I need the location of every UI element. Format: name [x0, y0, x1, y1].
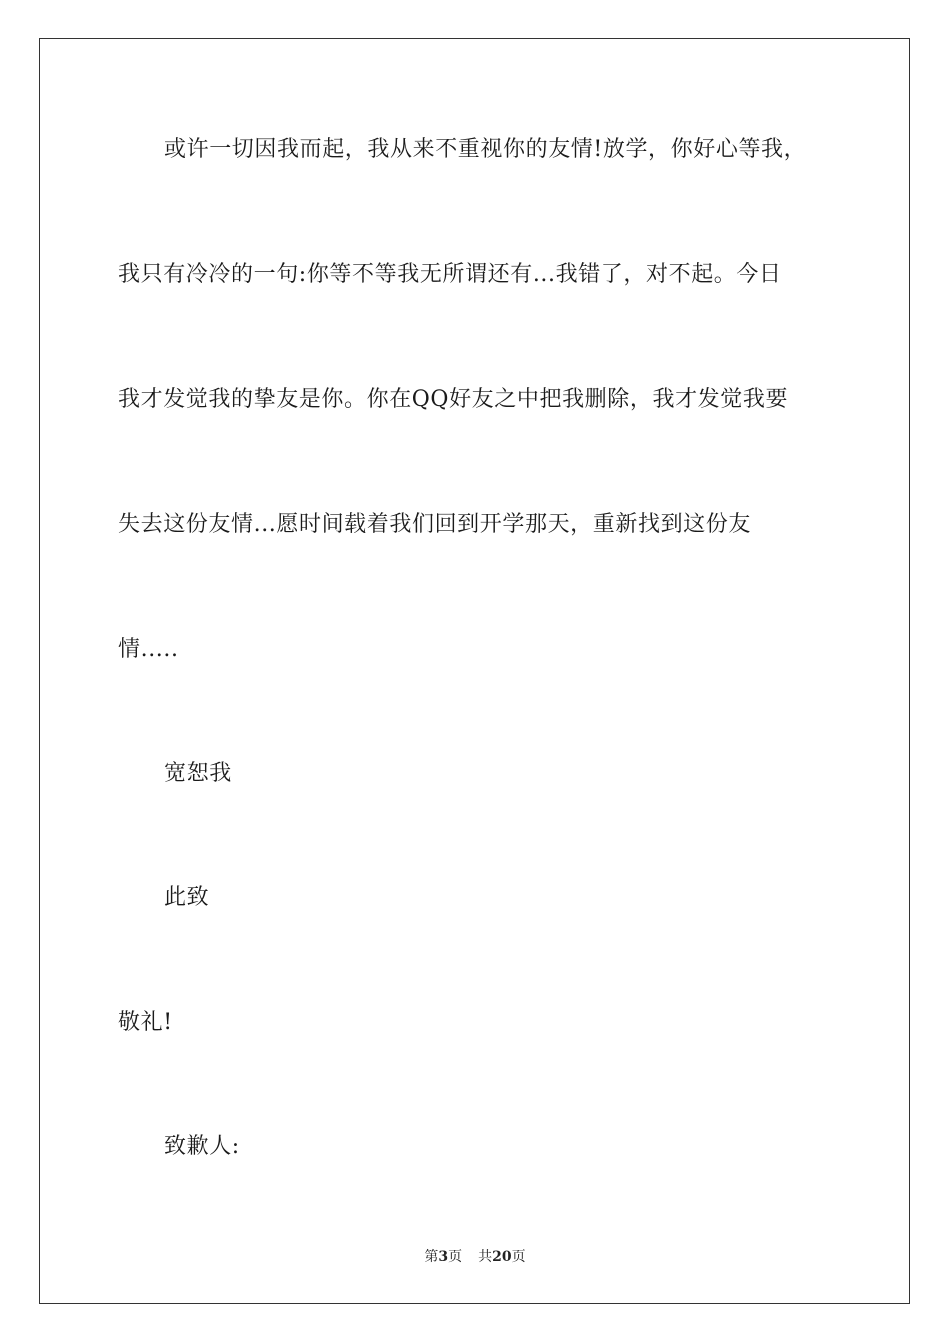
salutation-line: 此致	[164, 885, 210, 910]
page-footer	[0, 1248, 950, 1266]
body-line-3: 我才发觉我的挚友是你。你在QQ好友之中把我删除，我才发觉我要	[118, 387, 789, 412]
total-prefix: 共	[478, 1249, 493, 1265]
signature-line: 致歉人:	[164, 1134, 240, 1159]
current-page-number: 3	[438, 1249, 449, 1265]
body-line-5: 情.....	[118, 637, 179, 662]
body-line-1: 或许一切因我而起，我从来不重视你的友情!放学，你好心等我，	[164, 137, 807, 162]
forgive-me-line: 宽恕我	[164, 761, 232, 786]
body-line-2: 我只有冷冷的一句:你等不等我无所谓还有...我错了，对不起。今日	[118, 262, 782, 287]
page-prefix: 第	[424, 1249, 439, 1265]
page-border	[39, 38, 910, 1304]
total-suffix: 页	[511, 1249, 526, 1265]
body-line-4: 失去这份友情...愿时间载着我们回到开学那天，重新找到这份友	[118, 512, 751, 537]
total-page-count: 20	[492, 1249, 512, 1265]
page-suffix: 页	[448, 1249, 463, 1265]
regards-line: 敬礼!	[118, 1010, 173, 1035]
